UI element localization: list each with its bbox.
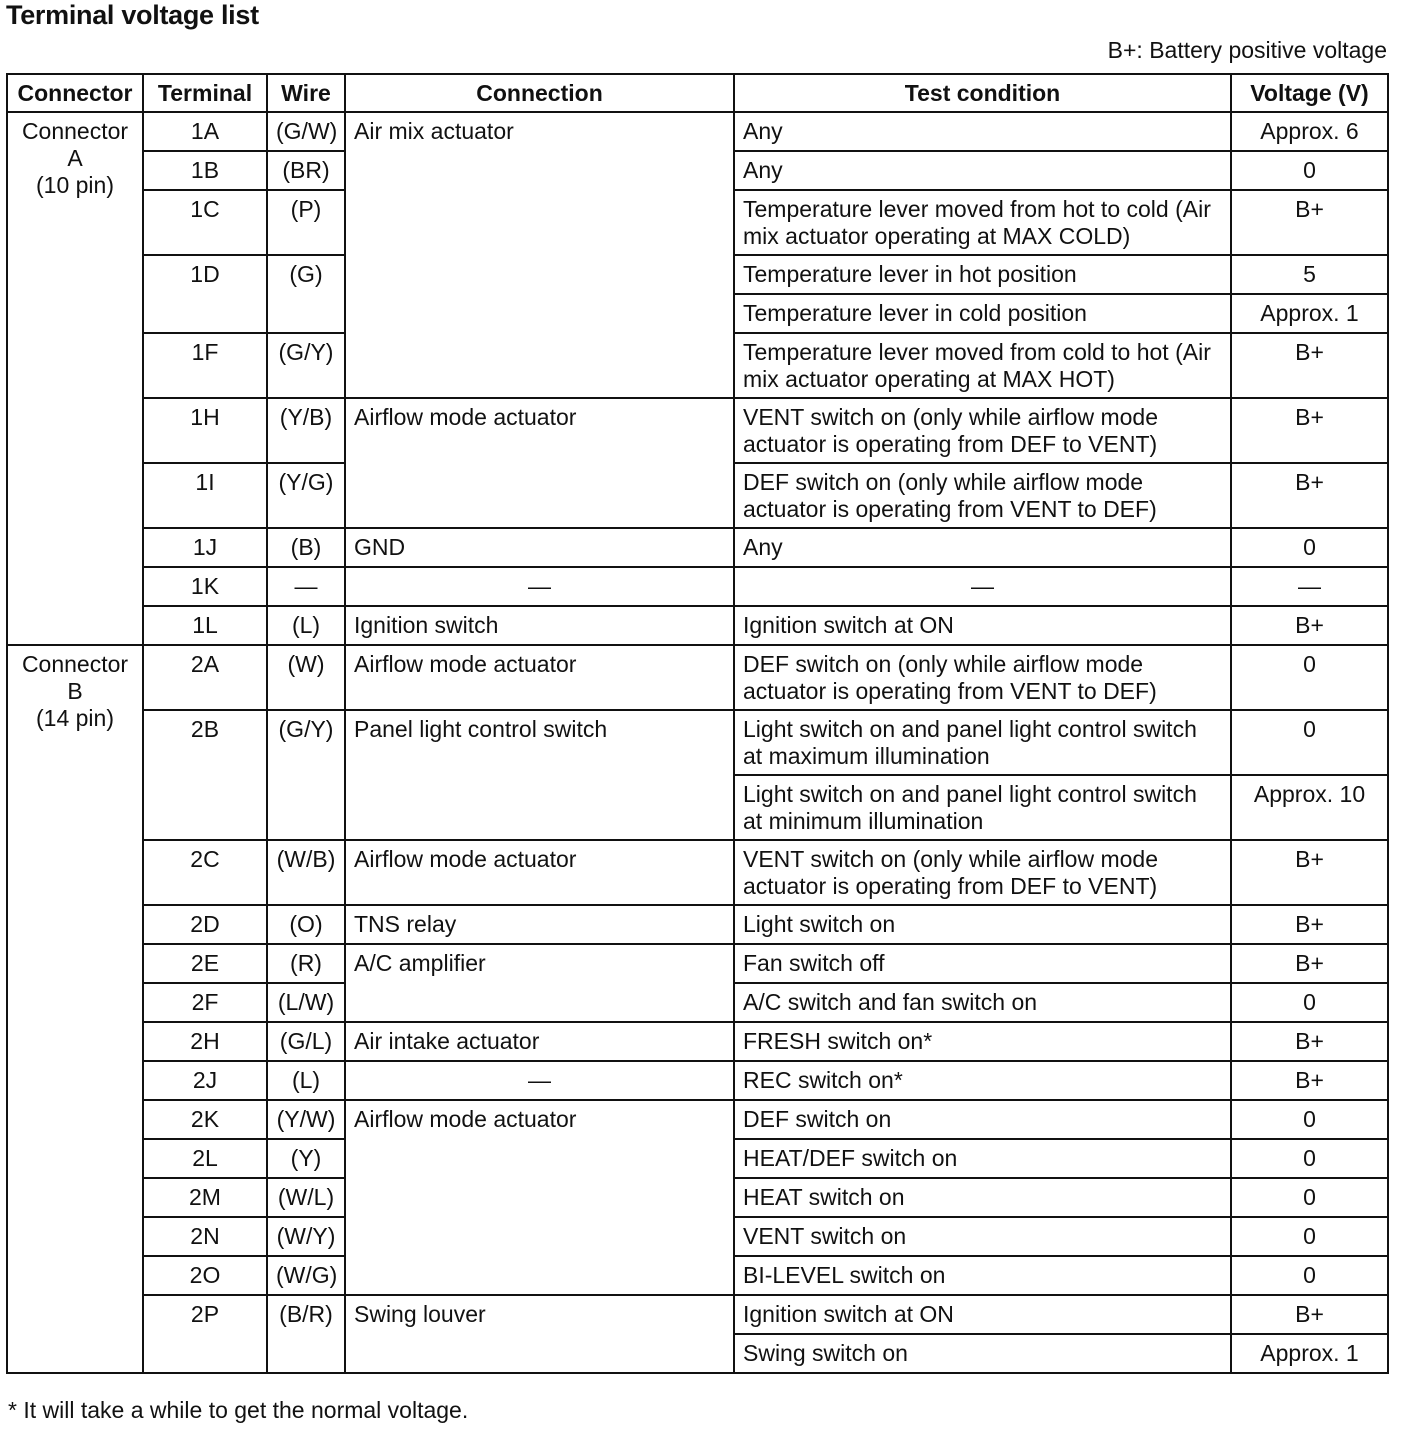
terminal-cell: 1H — [143, 398, 267, 463]
header-row — [7, 74, 1388, 112]
test-condition-cell: Any — [734, 528, 1231, 567]
table-row — [7, 905, 1388, 944]
test-condition-cell: DEF switch on — [734, 1100, 1231, 1139]
connector-a-cell — [7, 112, 143, 645]
test-condition-cell: REC switch on* — [734, 1061, 1231, 1100]
wire-cell: (B) — [267, 528, 345, 567]
terminal-cell: 2O — [143, 1256, 267, 1295]
terminal-cell: 1C — [143, 190, 267, 255]
header-wire: Wire — [267, 74, 345, 112]
terminal-cell: 2E — [143, 944, 267, 983]
connection-cell: Air intake actuator — [345, 1022, 734, 1061]
test-condition-cell: VENT switch on (only while airflow mode actuator is operating from DEF to VENT) — [734, 840, 1231, 905]
test-condition-cell: DEF switch on (only while airflow mode actuator is operating from VENT to DEF) — [734, 463, 1231, 528]
terminal-cell: 1I — [143, 463, 267, 528]
table-row — [7, 1022, 1388, 1061]
wire-cell: (L) — [267, 1061, 345, 1100]
voltage-cell: 0 — [1231, 1217, 1388, 1256]
connection-cell: Air mix actuator — [345, 112, 734, 398]
wire-cell: (W/B) — [267, 840, 345, 905]
voltage-cell: B+ — [1231, 1061, 1388, 1100]
terminal-cell: 2P — [143, 1295, 267, 1373]
connector-b-cell — [7, 645, 143, 1373]
test-condition-cell: Temperature lever moved from hot to cold (Air mix actuator operating at MAX COLD) — [734, 190, 1231, 255]
test-condition-cell: HEAT switch on — [734, 1178, 1231, 1217]
connection-cell: Panel light control switch — [345, 710, 734, 840]
test-condition-cell: Light switch on and panel light control switch at maximum illumination — [734, 710, 1231, 775]
voltage-cell: B+ — [1231, 398, 1388, 463]
test-condition-cell: FRESH switch on* — [734, 1022, 1231, 1061]
test-condition-cell: Temperature lever moved from cold to hot (Air mix actuator operating at MAX HOT) — [734, 333, 1231, 398]
wire-cell: (R) — [267, 944, 345, 983]
voltage-cell: 0 — [1231, 1256, 1388, 1295]
voltage-cell: 0 — [1231, 528, 1388, 567]
connector-a-line2: A — [67, 145, 83, 171]
test-condition-cell: Ignition switch at ON — [734, 1295, 1231, 1334]
page-title: Terminal voltage list — [6, 0, 259, 30]
wire-cell: (Y/B) — [267, 398, 345, 463]
test-condition-cell: VENT switch on — [734, 1217, 1231, 1256]
connection-cell: Ignition switch — [345, 606, 734, 645]
voltage-cell: 0 — [1231, 645, 1388, 710]
terminal-cell: 1K — [143, 567, 267, 606]
connection-cell: — — [345, 567, 734, 606]
table-row — [7, 840, 1388, 905]
wire-cell: (W) — [267, 645, 345, 710]
test-condition-cell: Swing switch on — [734, 1334, 1231, 1373]
test-condition-cell: Temperature lever in cold position — [734, 294, 1231, 333]
table-row — [7, 710, 1388, 775]
table-row — [7, 1061, 1388, 1100]
terminal-cell: 2H — [143, 1022, 267, 1061]
test-condition-cell: BI-LEVEL switch on — [734, 1256, 1231, 1295]
wire-cell: (L) — [267, 606, 345, 645]
connection-cell: Swing louver — [345, 1295, 734, 1373]
terminal-cell: 2C — [143, 840, 267, 905]
terminal-cell: 2M — [143, 1178, 267, 1217]
table-row — [7, 567, 1388, 606]
table-row — [7, 1295, 1388, 1334]
table-row — [7, 112, 1388, 151]
connection-cell: Airflow mode actuator — [345, 398, 734, 528]
wire-cell: (Y/G) — [267, 463, 345, 528]
terminal-cell: 1A — [143, 112, 267, 151]
terminal-cell: 2L — [143, 1139, 267, 1178]
voltage-cell: 0 — [1231, 983, 1388, 1022]
wire-cell: (B/R) — [267, 1295, 345, 1373]
terminal-cell: 2K — [143, 1100, 267, 1139]
terminal-cell: 1F — [143, 333, 267, 398]
terminal-voltage-table — [6, 73, 1389, 1374]
terminal-cell: 2A — [143, 645, 267, 710]
voltage-cell: B+ — [1231, 606, 1388, 645]
voltage-cell: 5 — [1231, 255, 1388, 294]
voltage-cell: B+ — [1231, 463, 1388, 528]
voltage-cell: B+ — [1231, 190, 1388, 255]
table-row — [7, 944, 1388, 983]
terminal-cell: 2F — [143, 983, 267, 1022]
voltage-cell: 0 — [1231, 151, 1388, 190]
table-row — [7, 606, 1388, 645]
header-connector: Connector — [7, 74, 143, 112]
terminal-cell: 1B — [143, 151, 267, 190]
terminal-cell: 2N — [143, 1217, 267, 1256]
voltage-cell: B+ — [1231, 905, 1388, 944]
voltage-cell: B+ — [1231, 944, 1388, 983]
test-condition-cell: Any — [734, 151, 1231, 190]
connector-a-line3: (10 pin) — [36, 172, 114, 198]
wire-cell: (G/W) — [267, 112, 345, 151]
voltage-cell: B+ — [1231, 840, 1388, 905]
header-connection: Connection — [345, 74, 734, 112]
wire-cell: (W/L) — [267, 1178, 345, 1217]
terminal-cell: 2B — [143, 710, 267, 840]
voltage-cell: 0 — [1231, 1139, 1388, 1178]
connector-b-line3: (14 pin) — [36, 705, 114, 731]
connection-cell: Airflow mode actuator — [345, 645, 734, 710]
terminal-cell: 1D — [143, 255, 267, 333]
test-condition-cell: DEF switch on (only while airflow mode actuator is operating from VENT to DEF) — [734, 645, 1231, 710]
terminal-cell: 1L — [143, 606, 267, 645]
terminal-cell: 2J — [143, 1061, 267, 1100]
test-condition-cell: Temperature lever in hot position — [734, 255, 1231, 294]
connection-cell: Airflow mode actuator — [345, 1100, 734, 1295]
connection-cell: — — [345, 1061, 734, 1100]
table-row — [7, 1100, 1388, 1139]
test-condition-cell: Light switch on and panel light control switch at minimum illumination — [734, 775, 1231, 840]
terminal-cell: 2D — [143, 905, 267, 944]
voltage-cell: B+ — [1231, 1295, 1388, 1334]
voltage-cell: 0 — [1231, 1100, 1388, 1139]
test-condition-cell: A/C switch and fan switch on — [734, 983, 1231, 1022]
test-condition-cell: — — [734, 567, 1231, 606]
table-row — [7, 528, 1388, 567]
connection-cell: Airflow mode actuator — [345, 840, 734, 905]
voltage-cell: B+ — [1231, 1022, 1388, 1061]
voltage-cell: — — [1231, 567, 1388, 606]
connection-cell: GND — [345, 528, 734, 567]
wire-cell: (BR) — [267, 151, 345, 190]
test-condition-cell: Light switch on — [734, 905, 1231, 944]
wire-cell: (O) — [267, 905, 345, 944]
wire-cell: (G/Y) — [267, 333, 345, 398]
test-condition-cell: VENT switch on (only while airflow mode actuator is operating from DEF to VENT) — [734, 398, 1231, 463]
voltage-cell: Approx. 1 — [1231, 1334, 1388, 1373]
wire-cell: — — [267, 567, 345, 606]
wire-cell: (W/Y) — [267, 1217, 345, 1256]
test-condition-cell: Any — [734, 112, 1231, 151]
terminal-cell: 1J — [143, 528, 267, 567]
wire-cell: (G/L) — [267, 1022, 345, 1061]
voltage-cell: B+ — [1231, 333, 1388, 398]
wire-cell: (W/G) — [267, 1256, 345, 1295]
test-condition-cell: Ignition switch at ON — [734, 606, 1231, 645]
footnote: * It will take a while to get the normal voltage. — [8, 1397, 469, 1423]
header-terminal: Terminal — [143, 74, 267, 112]
legend-note: B+: Battery positive voltage — [1107, 37, 1387, 63]
wire-cell: (G/Y) — [267, 710, 345, 840]
wire-cell: (G) — [267, 255, 345, 333]
header-voltage: Voltage (V) — [1231, 74, 1388, 112]
connection-cell: TNS relay — [345, 905, 734, 944]
connector-a-line1: Connector — [21, 118, 129, 144]
connector-b-line1: Connector — [21, 651, 129, 677]
wire-cell: (P) — [267, 190, 345, 255]
wire-cell: (L/W) — [267, 983, 345, 1022]
voltage-cell: Approx. 1 — [1231, 294, 1388, 333]
table-row — [7, 398, 1388, 463]
connector-b-line2: B — [67, 678, 83, 704]
voltage-cell: 0 — [1231, 710, 1388, 775]
test-condition-cell: HEAT/DEF switch on — [734, 1139, 1231, 1178]
wire-cell: (Y) — [267, 1139, 345, 1178]
voltage-cell: 0 — [1231, 1178, 1388, 1217]
voltage-cell: Approx. 10 — [1231, 775, 1388, 840]
wire-cell: (Y/W) — [267, 1100, 345, 1139]
test-condition-cell: Fan switch off — [734, 944, 1231, 983]
connection-cell: A/C amplifier — [345, 944, 734, 1022]
table-row — [7, 645, 1388, 710]
voltage-cell: Approx. 6 — [1231, 112, 1388, 151]
header-test-condition: Test condition — [734, 74, 1231, 112]
